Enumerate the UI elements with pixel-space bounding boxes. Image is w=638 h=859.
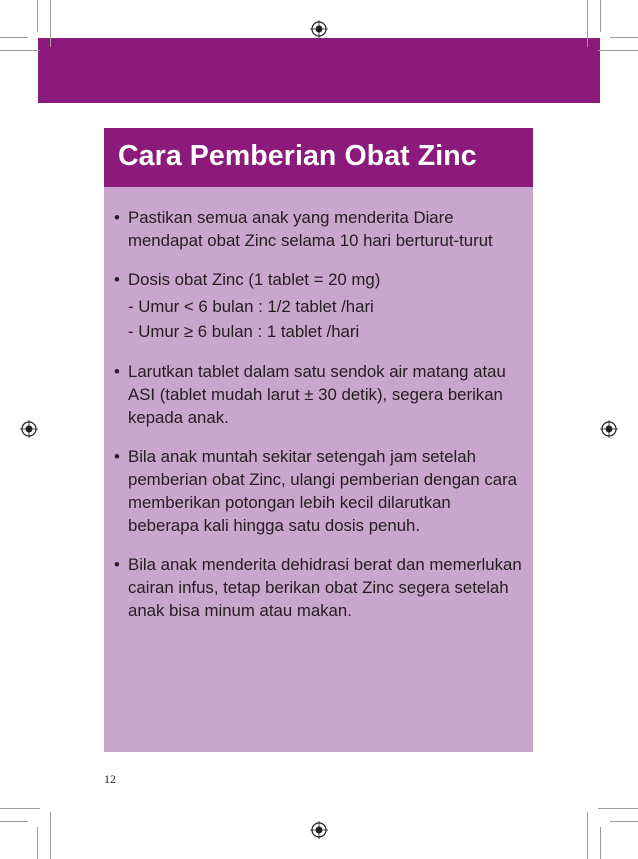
crop-mark [610,821,638,822]
bullet-icon: • [114,208,120,227]
list-item [104,206,533,252]
crop-mark [600,0,601,32]
crop-mark [37,827,38,859]
item-line: Bila anak muntah sekitar setengah jam setelah [128,447,476,466]
crop-mark [37,0,38,32]
item-line: memberikan potongan lebih kecil dilarutkan [128,493,451,512]
list-item [104,268,533,344]
header-color-band [38,38,600,103]
section-title: Cara Pemberian Obat Zinc [118,140,477,172]
crop-mark [610,37,638,38]
item-line: cairan infus, tetap berikan obat Zinc segera setelah [128,578,509,597]
item-line: Pastikan semua anak yang menderita Diare [128,208,454,227]
bullet-icon: • [114,447,120,466]
sub-item: - Umur < 6 bulan : 1/2 tablet /hari [128,297,374,316]
crop-mark [50,0,51,47]
item-line: anak bisa minum atau makan. [128,601,352,620]
crop-mark [598,808,638,809]
item-line: Bila anak menderita dehidrasi berat dan memerlukan [128,555,522,574]
crop-mark [0,821,28,822]
crop-mark [587,0,588,47]
panel-header [104,128,533,187]
crop-mark [0,50,40,51]
content-panel [104,128,533,752]
item-line: mendapat obat Zinc selama 10 hari berturut-turut [128,231,493,250]
item-line: ASI (tablet mudah larut ± 30 detik), segera berikan [128,385,503,404]
list-item [104,360,533,429]
crop-mark [0,808,40,809]
crop-mark [0,37,28,38]
item-line: beberapa kali hingga satu dosis penuh. [128,516,421,535]
dosage-sublist [104,294,533,344]
item-line: Dosis obat Zinc (1 tablet = 20 mg) [128,270,381,289]
crop-mark [600,827,601,859]
bullet-icon: • [114,362,120,381]
registration-mark-icon [310,20,328,38]
list-item [104,445,533,537]
page-number: 12 [104,772,116,786]
sub-item: - Umur ≥ 6 bulan : 1 tablet /hari [128,322,360,341]
registration-mark-icon [20,420,38,438]
item-line: kepada anak. [128,408,229,427]
crop-mark [598,50,638,51]
registration-mark-icon [310,821,328,839]
instruction-list [104,206,533,638]
list-item [104,553,533,622]
crop-mark [587,812,588,859]
bullet-icon: • [114,270,120,289]
bullet-icon: • [114,555,120,574]
item-line: pemberian obat Zinc, ulangi pemberian dengan cara [128,470,518,489]
registration-mark-icon [600,420,618,438]
item-line: Larutkan tablet dalam satu sendok air matang atau [128,362,506,381]
crop-mark [50,812,51,859]
